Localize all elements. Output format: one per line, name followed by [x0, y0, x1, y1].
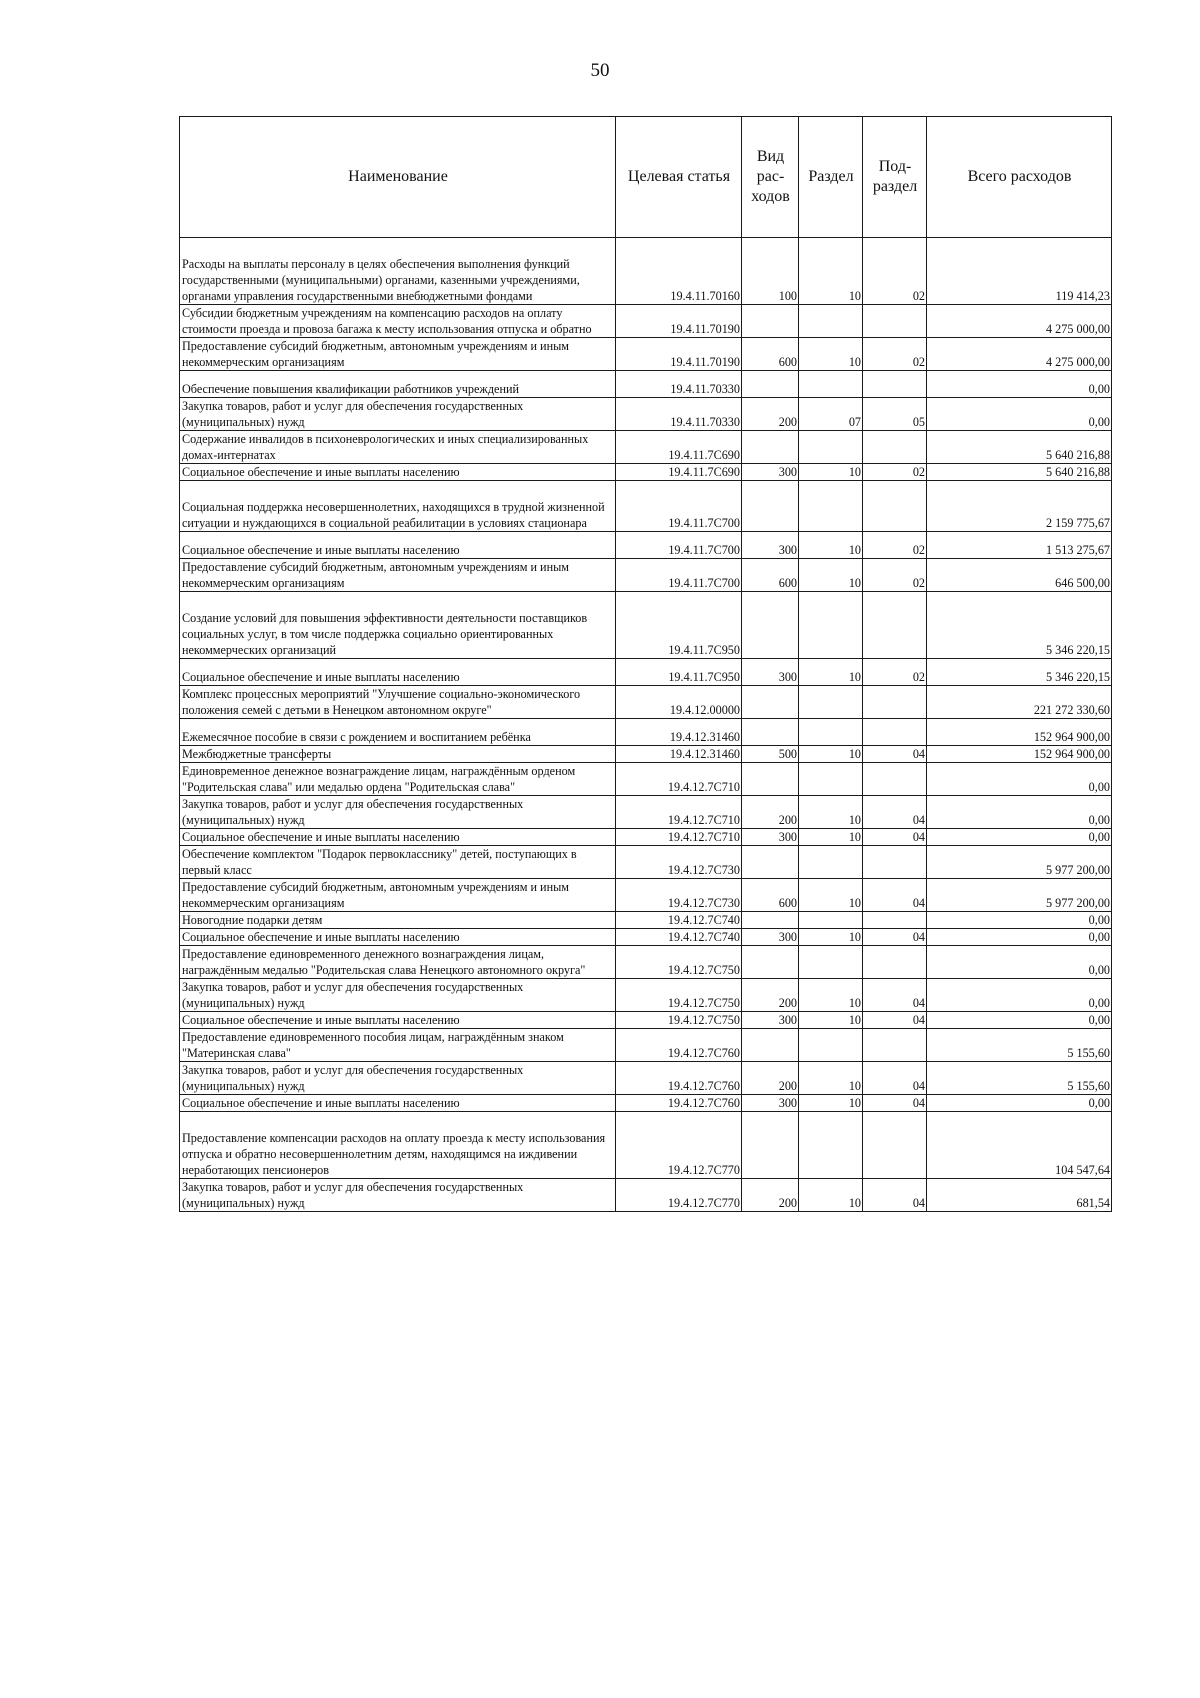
cell-razdel: 10 [799, 1095, 863, 1112]
table-row [180, 238, 1112, 305]
cell-name: Расходы на выплаты персоналу в целях обеспечения выполнения функций государственными (муниципальными) органами, казенными учреждениями, органами управления государственными внебюджетными фондами [180, 238, 616, 305]
cell-name: Социальное обеспечение и иные выплаты населению [180, 929, 616, 946]
table-row [180, 746, 1112, 763]
cell-vid [742, 846, 799, 879]
cell-podrazdel: 04 [863, 829, 927, 846]
cell-podrazdel: 04 [863, 1062, 927, 1095]
cell-podrazdel: 04 [863, 879, 927, 912]
cell-article: 19.4.11.7С700 [616, 481, 742, 532]
cell-name: Предоставление субсидий бюджетным, автономным учреждениям и иным некоммерческим организациям [180, 879, 616, 912]
cell-razdel: 10 [799, 929, 863, 946]
cell-article: 19.4.11.7С950 [616, 659, 742, 686]
cell-podrazdel: 02 [863, 659, 927, 686]
cell-total: 5 346 220,15 [927, 659, 1112, 686]
cell-podrazdel [863, 946, 927, 979]
cell-name: Закупка товаров, работ и услуг для обеспечения государственных (муниципальных) нужд [180, 796, 616, 829]
cell-article: 19.4.12.7С740 [616, 929, 742, 946]
cell-total: 2 159 775,67 [927, 481, 1112, 532]
cell-article: 19.4.12.7С710 [616, 763, 742, 796]
cell-article: 19.4.12.7С760 [616, 1095, 742, 1112]
table-row [180, 1029, 1112, 1062]
cell-total: 0,00 [927, 398, 1112, 431]
cell-vid [742, 1112, 799, 1179]
cell-podrazdel: 02 [863, 338, 927, 371]
cell-total: 0,00 [927, 946, 1112, 979]
table-row [180, 912, 1112, 929]
cell-razdel [799, 912, 863, 929]
cell-vid: 300 [742, 829, 799, 846]
cell-total: 152 964 900,00 [927, 746, 1112, 763]
cell-vid [742, 719, 799, 746]
cell-article: 19.4.12.00000 [616, 686, 742, 719]
cell-article: 19.4.12.7С760 [616, 1029, 742, 1062]
cell-total: 0,00 [927, 929, 1112, 946]
cell-vid: 200 [742, 796, 799, 829]
cell-article: 19.4.12.7С750 [616, 1012, 742, 1029]
cell-podrazdel: 04 [863, 746, 927, 763]
cell-podrazdel: 04 [863, 796, 927, 829]
cell-total: 119 414,23 [927, 238, 1112, 305]
header-name: Наименование [180, 117, 616, 238]
table-row [180, 1012, 1112, 1029]
table-row [180, 559, 1112, 592]
cell-razdel: 10 [799, 1012, 863, 1029]
cell-name: Новогодние подарки детям [180, 912, 616, 929]
header-total: Всего расходов [927, 117, 1112, 238]
cell-name: Социальное обеспечение и иные выплаты населению [180, 1012, 616, 1029]
cell-name: Закупка товаров, работ и услуг для обеспечения государственных (муниципальных) нужд [180, 1179, 616, 1212]
cell-total: 104 547,64 [927, 1112, 1112, 1179]
cell-vid: 100 [742, 238, 799, 305]
cell-podrazdel: 04 [863, 929, 927, 946]
cell-razdel: 10 [799, 796, 863, 829]
cell-article: 19.4.12.31460 [616, 719, 742, 746]
cell-name: Предоставление субсидий бюджетным, автономным учреждениям и иным некоммерческим организациям [180, 559, 616, 592]
cell-name: Предоставление единовременного пособия лицам, награждённым знаком "Материнская слава" [180, 1029, 616, 1062]
cell-podrazdel [863, 719, 927, 746]
cell-vid: 300 [742, 659, 799, 686]
budget-table [179, 116, 1112, 1212]
cell-name: Предоставление субсидий бюджетным, автономным учреждениям и иным некоммерческим организациям [180, 338, 616, 371]
cell-podrazdel [863, 481, 927, 532]
cell-total: 5 640 216,88 [927, 431, 1112, 464]
cell-article: 19.4.11.70190 [616, 305, 742, 338]
table-row [180, 371, 1112, 398]
cell-total: 0,00 [927, 829, 1112, 846]
cell-podrazdel [863, 1112, 927, 1179]
cell-razdel: 10 [799, 532, 863, 559]
cell-name: Закупка товаров, работ и услуг для обеспечения государственных (муниципальных) нужд [180, 398, 616, 431]
cell-total: 0,00 [927, 763, 1112, 796]
cell-podrazdel: 04 [863, 1012, 927, 1029]
cell-vid [742, 686, 799, 719]
cell-podrazdel: 02 [863, 464, 927, 481]
table-row [180, 1112, 1112, 1179]
cell-vid: 300 [742, 532, 799, 559]
cell-podrazdel [863, 371, 927, 398]
cell-name: Ежемесячное пособие в связи с рождением и воспитанием ребёнка [180, 719, 616, 746]
cell-razdel: 10 [799, 464, 863, 481]
cell-name: Содержание инвалидов в психоневрологических и иных специализированных домах-интернатах [180, 431, 616, 464]
cell-name: Закупка товаров, работ и услуг для обеспечения государственных (муниципальных) нужд [180, 1062, 616, 1095]
cell-razdel: 10 [799, 829, 863, 846]
page-number: 50 [590, 60, 610, 81]
cell-razdel: 10 [799, 1062, 863, 1095]
cell-article: 19.4.11.70160 [616, 238, 742, 305]
cell-razdel: 07 [799, 398, 863, 431]
header-vid: Вид рас-ходов [742, 117, 799, 238]
cell-podrazdel [863, 763, 927, 796]
table-row [180, 846, 1112, 879]
cell-name: Единовременное денежное вознаграждение лицам, награждённым орденом "Родительская слава" или медалью ордена "Родительская слава" [180, 763, 616, 796]
cell-article: 19.4.12.7С710 [616, 829, 742, 846]
cell-article: 19.4.11.7С950 [616, 592, 742, 659]
cell-vid [742, 763, 799, 796]
header-podrazdel: Под-раздел [863, 117, 927, 238]
cell-article: 19.4.11.70330 [616, 398, 742, 431]
cell-name: Создание условий для повышения эффективности деятельности поставщиков социальных услуг, в том числе поддержка социально ориентированных некоммерческих организаций [180, 592, 616, 659]
cell-total: 646 500,00 [927, 559, 1112, 592]
cell-name: Социальная поддержка несовершеннолетних, находящихся в трудной жизненной ситуации и нуждающихся в социальной реабилитации в условиях стационара [180, 481, 616, 532]
cell-name: Предоставление единовременного денежного вознаграждения лицам, награждённым медалью "Родительская слава Ненецкого автономного округа" [180, 946, 616, 979]
cell-total: 5 155,60 [927, 1029, 1112, 1062]
cell-total: 681,54 [927, 1179, 1112, 1212]
cell-total: 5 977 200,00 [927, 879, 1112, 912]
cell-vid [742, 946, 799, 979]
cell-vid: 600 [742, 338, 799, 371]
cell-article: 19.4.11.7С700 [616, 532, 742, 559]
cell-podrazdel [863, 1029, 927, 1062]
cell-vid: 300 [742, 1012, 799, 1029]
cell-vid: 200 [742, 979, 799, 1012]
cell-podrazdel [863, 592, 927, 659]
cell-article: 19.4.11.7С690 [616, 431, 742, 464]
cell-vid [742, 592, 799, 659]
cell-razdel [799, 1029, 863, 1062]
cell-total: 5 155,60 [927, 1062, 1112, 1095]
cell-article: 19.4.12.7С730 [616, 879, 742, 912]
table-row [180, 1095, 1112, 1112]
cell-podrazdel: 04 [863, 979, 927, 1012]
cell-name: Социальное обеспечение и иные выплаты населению [180, 1095, 616, 1112]
cell-vid [742, 431, 799, 464]
table-row [180, 929, 1112, 946]
table-row [180, 686, 1112, 719]
cell-name: Социальное обеспечение и иные выплаты населению [180, 659, 616, 686]
cell-article: 19.4.12.7С710 [616, 796, 742, 829]
cell-razdel [799, 686, 863, 719]
table-row [180, 796, 1112, 829]
cell-name: Предоставление компенсации расходов на оплату проезда к месту использования отпуска и обратно несовершеннолетним детям, находящимся на иждивении неработающих пенсионеров [180, 1112, 616, 1179]
cell-name: Социальное обеспечение и иные выплаты населению [180, 532, 616, 559]
table-row [180, 532, 1112, 559]
cell-vid [742, 481, 799, 532]
cell-podrazdel: 02 [863, 238, 927, 305]
table-row [180, 979, 1112, 1012]
cell-total: 4 275 000,00 [927, 338, 1112, 371]
cell-razdel: 10 [799, 659, 863, 686]
cell-podrazdel [863, 686, 927, 719]
cell-vid: 300 [742, 464, 799, 481]
cell-total: 0,00 [927, 1012, 1112, 1029]
cell-razdel [799, 763, 863, 796]
cell-razdel [799, 431, 863, 464]
cell-vid: 300 [742, 1095, 799, 1112]
table-row [180, 659, 1112, 686]
cell-total: 221 272 330,60 [927, 686, 1112, 719]
cell-name: Социальное обеспечение и иные выплаты населению [180, 829, 616, 846]
table-row [180, 1179, 1112, 1212]
table-row [180, 879, 1112, 912]
cell-razdel: 10 [799, 559, 863, 592]
cell-razdel [799, 946, 863, 979]
cell-total: 0,00 [927, 796, 1112, 829]
cell-razdel [799, 1112, 863, 1179]
cell-total: 0,00 [927, 979, 1112, 1012]
table-row [180, 398, 1112, 431]
cell-article: 19.4.12.7С750 [616, 946, 742, 979]
cell-vid: 600 [742, 559, 799, 592]
cell-razdel: 10 [799, 879, 863, 912]
cell-vid: 600 [742, 879, 799, 912]
cell-article: 19.4.12.31460 [616, 746, 742, 763]
cell-total: 0,00 [927, 371, 1112, 398]
table-row [180, 763, 1112, 796]
cell-article: 19.4.11.70190 [616, 338, 742, 371]
cell-podrazdel [863, 846, 927, 879]
cell-podrazdel: 02 [863, 532, 927, 559]
cell-razdel [799, 481, 863, 532]
cell-total: 5 346 220,15 [927, 592, 1112, 659]
cell-razdel: 10 [799, 979, 863, 1012]
cell-razdel [799, 592, 863, 659]
cell-article: 19.4.11.70330 [616, 371, 742, 398]
table-body [180, 238, 1112, 1212]
cell-article: 19.4.12.7С740 [616, 912, 742, 929]
cell-total: 0,00 [927, 1095, 1112, 1112]
cell-vid [742, 371, 799, 398]
table-header-row [180, 117, 1112, 238]
table-row [180, 946, 1112, 979]
cell-name: Межбюджетные трансферты [180, 746, 616, 763]
cell-vid: 300 [742, 929, 799, 946]
cell-article: 19.4.12.7С770 [616, 1112, 742, 1179]
cell-razdel: 10 [799, 1179, 863, 1212]
cell-podrazdel [863, 912, 927, 929]
cell-total: 5 977 200,00 [927, 846, 1112, 879]
cell-razdel [799, 846, 863, 879]
cell-vid: 500 [742, 746, 799, 763]
cell-razdel: 10 [799, 238, 863, 305]
cell-vid: 200 [742, 1179, 799, 1212]
cell-vid [742, 912, 799, 929]
cell-razdel [799, 305, 863, 338]
cell-name: Субсидии бюджетным учреждениям на компенсацию расходов на оплату стоимости проезда и провоза багажа к месту использования отпуска и обратно [180, 305, 616, 338]
table-row [180, 464, 1112, 481]
cell-razdel [799, 371, 863, 398]
table-row [180, 592, 1112, 659]
table-row [180, 829, 1112, 846]
table-row [180, 305, 1112, 338]
cell-total: 1 513 275,67 [927, 532, 1112, 559]
cell-vid [742, 305, 799, 338]
cell-article: 19.4.12.7С730 [616, 846, 742, 879]
table-row [180, 338, 1112, 371]
cell-name: Закупка товаров, работ и услуг для обеспечения государственных (муниципальных) нужд [180, 979, 616, 1012]
cell-vid [742, 1029, 799, 1062]
table-row [180, 481, 1112, 532]
header-razdel: Раздел [799, 117, 863, 238]
cell-total: 0,00 [927, 912, 1112, 929]
table-row [180, 431, 1112, 464]
cell-podrazdel: 04 [863, 1095, 927, 1112]
cell-total: 5 640 216,88 [927, 464, 1112, 481]
header-article: Целевая статья [616, 117, 742, 238]
table-row [180, 1062, 1112, 1095]
cell-total: 152 964 900,00 [927, 719, 1112, 746]
cell-name: Комплекс процессных мероприятий "Улучшение социально-экономического положения семей с детьми в Ненецком автономном округе" [180, 686, 616, 719]
cell-total: 4 275 000,00 [927, 305, 1112, 338]
cell-vid: 200 [742, 398, 799, 431]
cell-razdel [799, 719, 863, 746]
cell-article: 19.4.12.7С760 [616, 1062, 742, 1095]
cell-name: Обеспечение комплектом "Подарок первокласснику" детей, поступающих в первый класс [180, 846, 616, 879]
table-row [180, 719, 1112, 746]
cell-name: Обеспечение повышения квалификации работников учреждений [180, 371, 616, 398]
cell-article: 19.4.12.7С770 [616, 1179, 742, 1212]
cell-podrazdel: 02 [863, 559, 927, 592]
cell-podrazdel: 05 [863, 398, 927, 431]
cell-razdel: 10 [799, 338, 863, 371]
cell-podrazdel: 04 [863, 1179, 927, 1212]
cell-podrazdel [863, 431, 927, 464]
cell-name: Социальное обеспечение и иные выплаты населению [180, 464, 616, 481]
cell-article: 19.4.11.7С700 [616, 559, 742, 592]
cell-vid: 200 [742, 1062, 799, 1095]
cell-razdel: 10 [799, 746, 863, 763]
cell-article: 19.4.11.7С690 [616, 464, 742, 481]
cell-podrazdel [863, 305, 927, 338]
cell-article: 19.4.12.7С750 [616, 979, 742, 1012]
